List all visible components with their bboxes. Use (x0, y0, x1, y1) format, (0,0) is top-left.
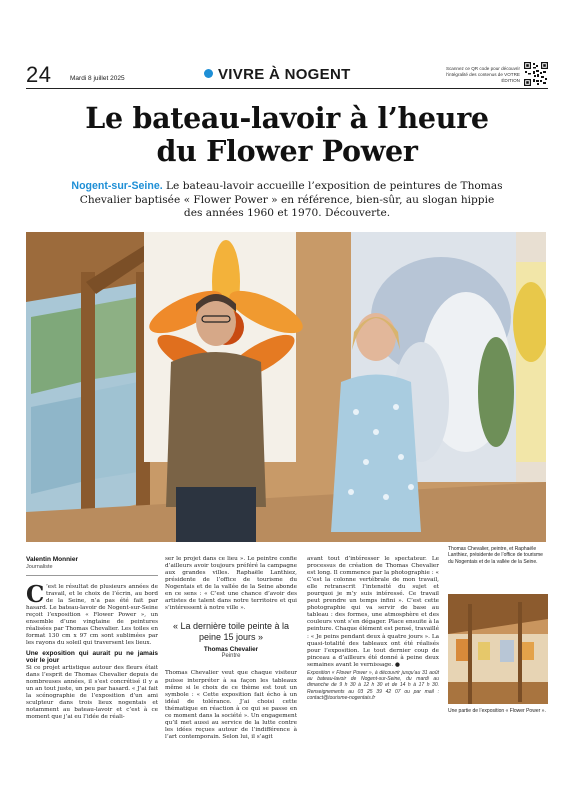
paragraph-intro: C ’est le résultat de plusieurs années de travail, et le choix de l’écrin, au bord de la Seine, n’a pas été fait par hasard. Le bateau-lavoir de Nogent-sur-Seine reçoit l’exposition « Flower Power », un ensemble d’une vingtaine de peintures réalisées par Thomas Chevalier. Les toiles en format 130 cm x 97 cm sont sublimées par les rayons du soleil qui traversent les lieux. (26, 580, 158, 646)
main-photo-caption: Thomas Chevalier, peintre, et Raphaële Lanthiez, présidente de l’office de tourisme du Nogentais et de la vallée de la Seine. (448, 546, 543, 565)
subheading: Une exposition qui aurait pu ne jamais voir le jour (26, 649, 158, 665)
column-1 (26, 556, 158, 721)
column-3 (307, 556, 439, 701)
secondary-photo-illustration (448, 594, 548, 704)
lead-text: Le bateau-lavoir accueille l’exposition de peintures de Thomas Chevalier baptisée « Flower Power » en référence, bien-sûr, au slogan hippie des années 1960 et 1970. Découverte. (79, 180, 503, 219)
issue-date: Mardi 8 juillet 2025 (70, 75, 125, 82)
pull-quote-name: Thomas Chevalier (203, 646, 259, 654)
section-dot-icon (204, 69, 213, 78)
main-photo-illustration (26, 232, 546, 542)
qr-caption: Scannez ce QR code pour découvrir l'intégralité des contenus de VOTRE ÉDITION (445, 66, 520, 83)
author-role: Journaliste (26, 564, 158, 576)
paragraph-4: Thomas Chevalier veut que chaque visiteur puisse interpréter à sa façon les tableaux même si le choix de ce thème est tout un symbole : « Cette exposition fait écho à un idéal de tolérance. J’ai choisi cette thématique en réaction à ce qui se passe en ce moment dans la société ». Un engagement qu’il met aussi au service de la lutte contre les idées reçues autour de l’indifférence à l’art contemporain. Selon lui, il s’agit (165, 670, 297, 740)
paragraph-2: Si ce projet artistique autour des fleurs était dans l’esprit de Thomas Chevalier depuis de nombreuses années, il s’est concrétisé il y a un an tout juste, un peu par hasard. « J’ai fait la scénographie de l’exposition d’un ami sculpteur dans trois lieux nogentais et notamment au bateau-lavoir et c’est à ce moment que j’ai eu l’idée de réali- (26, 664, 158, 721)
author-name: Valentin Monnier (26, 556, 79, 563)
pull-quote-role: Peintre (221, 653, 241, 660)
secondary-photo (448, 594, 548, 704)
paragraph-5: avant tout d’intéresser le spectateur. Le processus de création de Thomas Chevalier est long. Il commence par la photographie : « C’est la colonne vertébrale de mon travail, elle retranscrit l’intensité du sujet et pourquoi je m’y suis intéressé. Ce travail peut prendre un temps infini ». C’est cette photographie qui va servir de base au tableau : des formes, une atmosphère et des couleurs vont s’en dégager. Place ensuite à la peinture. Chaque élément est pensé, travaillé : « Je peins pendant deux à quatre jours ». La quasi-totalité des tableaux ont été réalisés pour l’exposition. Le tout dernier coup de pinceau a d’ailleurs été donné à peine deux semaines avant le vernissage. ● (307, 556, 439, 668)
section-title (204, 66, 351, 83)
paragraph-3: ser le projet dans ce lieu ». Le peintre confie d’ailleurs avoir toujours préféré la campagne aux grandes villes. Raphaële Lanthiez, présidente de l’office de tourisme du Nogentais et de la vallée de la Seine abonde en ce sens : « C’est une chance d’avoir des artistes de talent dans notre territoire et qui s’intéressent à notre ville ». (165, 556, 297, 612)
article-headline (26, 102, 548, 168)
page-number: 24 (26, 62, 52, 87)
main-photo (26, 232, 546, 542)
secondary-photo-caption: Une partie de l’exposition « Flower Power ». (448, 708, 546, 714)
headline-line-1: Le bateau-lavoir à l’heure (85, 101, 489, 135)
headline-line-2: du Flower Power (156, 134, 418, 168)
dropcap: C (26, 580, 45, 608)
article-lead (70, 180, 504, 221)
column-2 (165, 556, 297, 741)
section-label: VIVRE À NOGENT (218, 66, 351, 83)
practical-info: Exposition « Flower Power », à découvrir jusqu’au 31 août au bateau-lavoir de Nogent-sur-Seine, du mardi au dimanche de 9 h 30 à 12 h 30 et de 14 h à 17 h 30. Renseignements au 03 25 39 42 07 ou par mail : contact@tourisme-nogentais.fr (307, 669, 439, 701)
header-rule (26, 88, 548, 89)
pull-quote (165, 621, 297, 660)
page-header (26, 62, 548, 88)
lead-place: Nogent-sur-Seine. (71, 180, 163, 192)
pull-quote-text: « La dernière toile peinte à la peine 15 jours » (172, 621, 290, 643)
end-bullet-icon: ● (395, 661, 400, 668)
qr-code-icon[interactable] (524, 62, 548, 86)
